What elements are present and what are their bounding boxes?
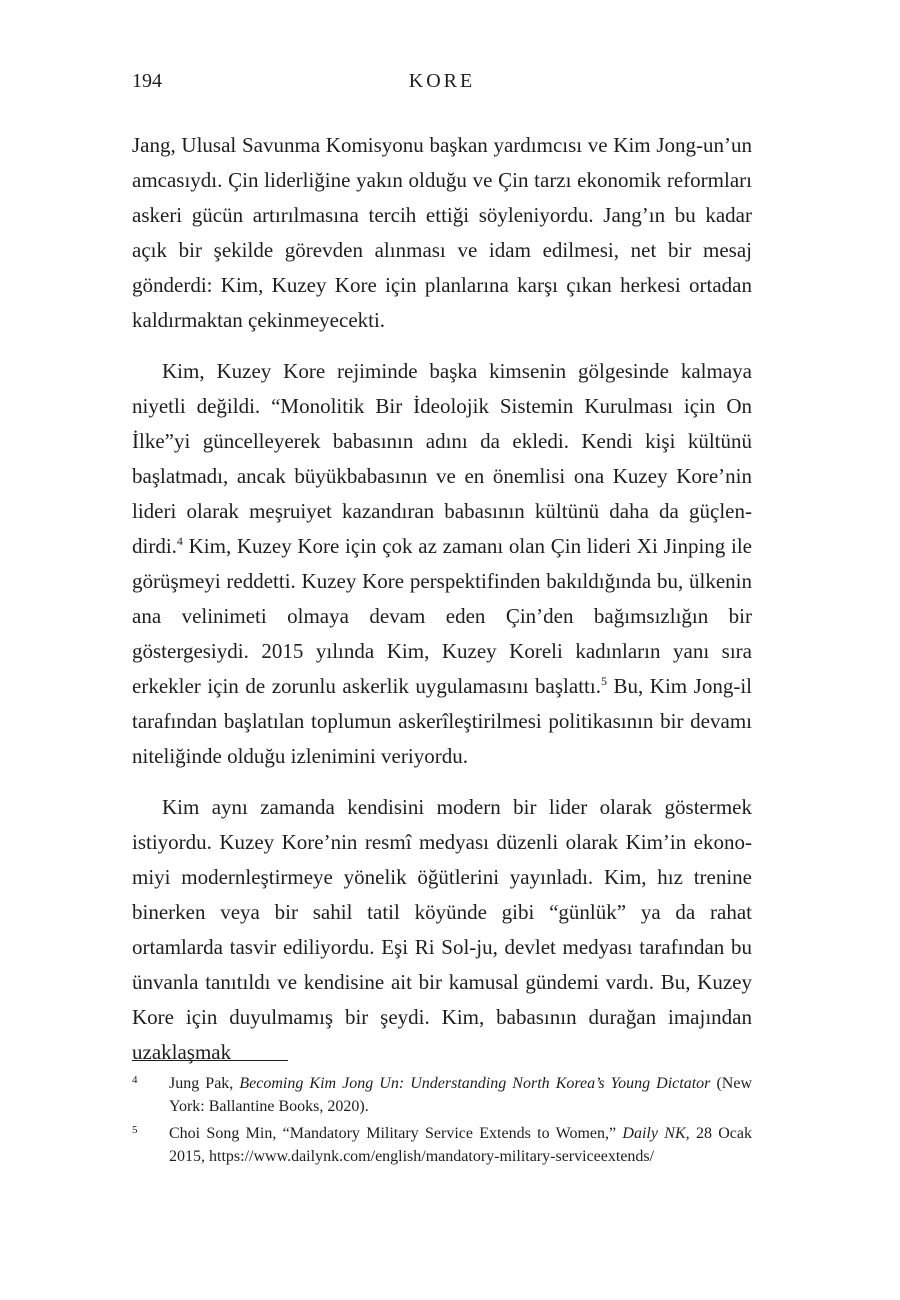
footnote-text: 28 Ocak 2015, https://www.dailynk.com/english/mandatory-military-serviceextends/ <box>169 1125 753 1165</box>
footnote-5 <box>132 1122 752 1168</box>
footnote-number: 5 <box>132 1124 138 1136</box>
footnote-text: Jung Pak, <box>169 1075 240 1092</box>
page-number: 194 <box>132 70 162 92</box>
paragraph-2 <box>132 354 752 774</box>
page-header <box>132 70 752 100</box>
paragraph-text: Kim, Kuzey Kore rejiminde başka kimsenin gölgesinde kalmaya niyetli değildi. “Monolitik Bir İdeolojik Sistemin Kurulması için On İlke”yi güncelleyerek babasının adını da ekledi. Kendi kişi kültünü başlatmadı, ancak büyükbabasının ve en önemlisi ona Kuzey Kore’nin lideri olarak meşruiyet kazandıran babasının kültünü daha da güçlendirdi. <box>132 359 752 558</box>
running-head: KORE <box>408 70 476 92</box>
footnote-divider <box>132 1060 288 1061</box>
footnote-4 <box>132 1072 752 1118</box>
paragraph-1 <box>132 128 752 338</box>
paragraph-3 <box>132 790 752 1070</box>
paragraph-text: Kim, Kuzey Kore için çok az zamanı olan Çin lideri Xi Jinping ile görüşmeyi reddetti. Kuzey Kore perspektifinden bakıldığında bu, ülkenin ana velinimeti olmaya devam eden Çin’den bağımsızlığın bir göstergesiydi. 2015 yılında Kim, Kuzey Koreli kadınların yanı sıra erkekler için de zorunlu askerlik uygulamasını başlattı. <box>132 534 752 698</box>
footnote-ref-4[interactable]: 4 <box>176 534 183 548</box>
paragraph-text: Kim aynı zamanda kendisini modern bir lider olarak göstermek istiyordu. Kuzey Kore’nin resmî medyası düzenli olarak Kim’in ekonomiyi modernleştirmeye yönelik öğütlerini yayınladı. Kim, hız trenine binerken veya bir sahil tatil köyünde gibi “günlük” ya da rahat ortamlarda tasvir ediliyordu. Eşi Ri Sol-ju, devlet medyası tarafından bu ünvanla tanıtıldı ve kendisine ait bir kamusal gündemi vardı. Bu, Kuzey Kore için duyulmamış bir şeydi. Kim, babasının durağan imajından uzaklaşmak <box>132 795 752 1064</box>
footnote-title: Becoming Kim Jong Un: Understanding North Korea’s Young Dictator <box>239 1075 711 1092</box>
paragraph-text: Jang, Ulusal Savunma Komisyonu başkan yardımcısı ve Kim Jong-un’un amcasıydı. Çin liderliğine yakın olduğu ve Çin tarzı ekonomik reformları askeri gücün artırılmasına tercih ettiği söyleniyordu. Jang’ın bu kadar açık bir şekilde görevden alınması ve idam edilmesi, net bir mesaj gönderdi: Kim, Kuzey Kore için planlarına karşı çıkan herkesi ortadan kaldırmaktan çekinmeyecekti. <box>132 133 752 332</box>
paragraph-text: Bu, Kim Jong-il tarafından başlatılan toplumun askerîleştirilmesi politikasının bir devamı niteliğinde olduğu izlenimini veriyordu. <box>132 674 752 768</box>
footnote-text: Choi Song Min, “Mandatory Military Service Extends to Women,” <box>169 1125 623 1142</box>
body-text <box>132 128 752 1086</box>
footnote-number: 4 <box>132 1074 138 1086</box>
footnote-ref-5[interactable]: 5 <box>600 674 607 688</box>
footnotes <box>132 1072 752 1172</box>
footnote-text: (New York: Ballantine Books, 2020). <box>169 1075 752 1115</box>
footnote-title: Daily NK, <box>622 1125 690 1142</box>
